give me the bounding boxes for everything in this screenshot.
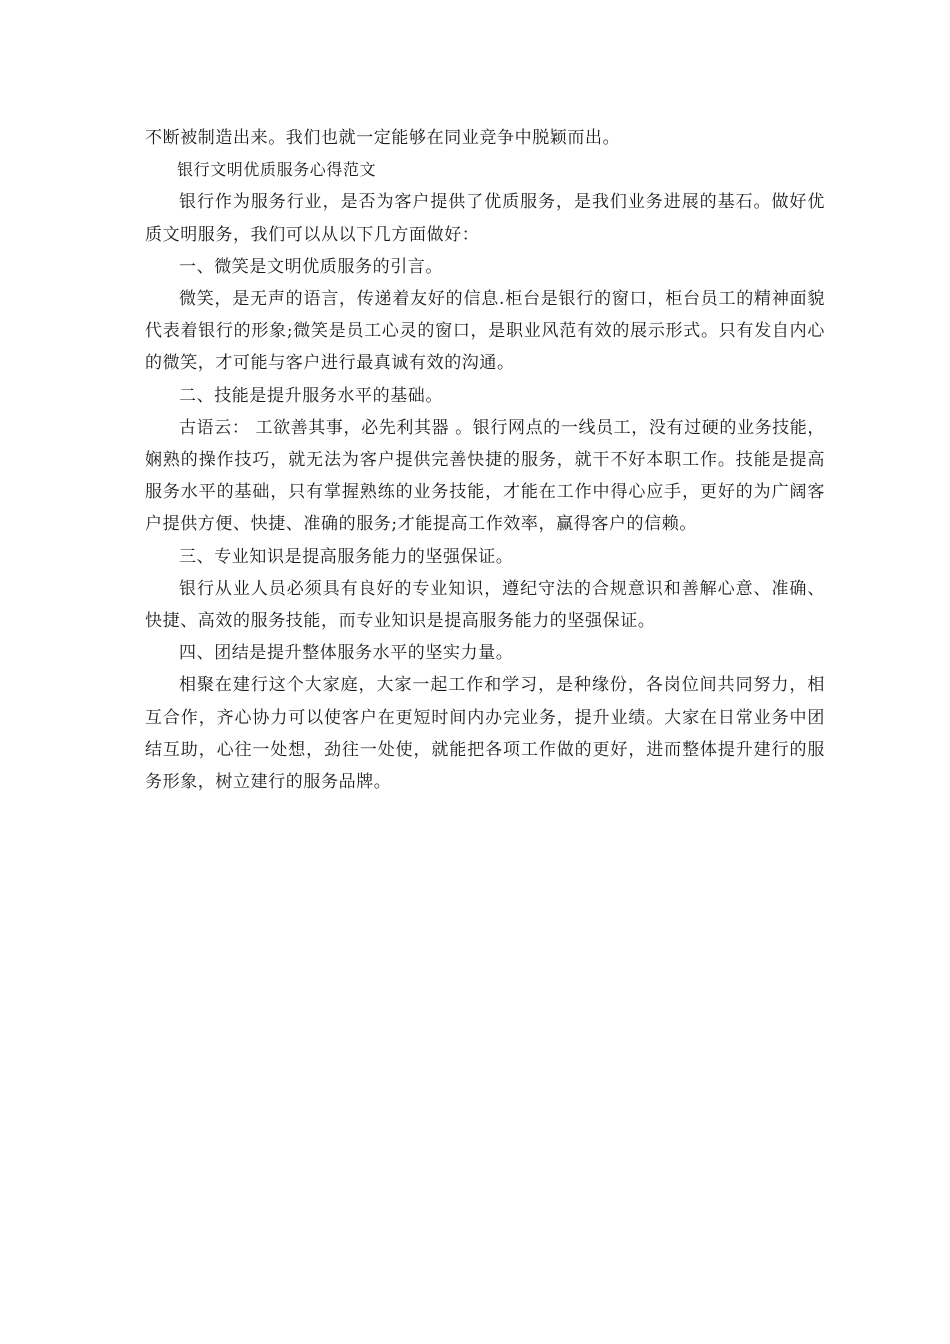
paragraph-intro: 银行作为服务行业，是否为客户提供了优质服务，是我们业务进展的基石。做好优质文明服务，我们可以从以下几方面做好： — [145, 192, 825, 245]
paragraph-continuation: 不断被制造出来。我们也就一定能够在同业竞争中脱颖而出。 — [145, 128, 621, 148]
paragraph-section-1: 微笑，是无声的语言，传递着友好的信息.柜台是银行的窗口，柜台员工的精神面貌代表着银行的形象;微笑是员工心灵的窗口，是职业风范有效的展示形式。只有发自内心的微笑，才可能与客户进行最真诚有效的沟通。 — [145, 289, 825, 374]
section-heading-2: 二、技能是提升服务水平的基础。 — [179, 385, 443, 406]
paragraph-section-4: 相聚在建行这个大家庭，大家一起工作和学习，是种缘份，各岗位间共同努力，相互合作，齐心协力可以使客户在更短时间内办完业务，提升业绩。大家在日常业务中团结互助，心往一处想，劲往一处使，就能把各项工作做的更好，进而整体提升建行的服务形象，树立建行的服务品牌。 — [145, 675, 825, 793]
section-heading-1: 一、微笑是文明优质服务的引言。 — [179, 256, 443, 277]
document-body — [145, 122, 825, 798]
article-title: 银行文明优质服务心得范文 — [177, 160, 377, 180]
section-heading-3: 三、专业知识是提高服务能力的坚强保证。 — [179, 546, 514, 567]
paragraph-section-2: 古语云： 工欲善其事，必先利其器 。银行网点的一线员工，没有过硬的业务技能，娴熟的操作技巧，就无法为客户提供完善快捷的服务，就干不好本职工作。技能是提高服务水平的基础，只有掌握熟练的业务技能，才能在工作中得心应手，更好的为广阔客户提供方便、快捷、准确的服务;才能提高工作效率，赢得客户的信赖。 — [145, 417, 825, 535]
paragraph-section-3: 银行从业人员必须具有良好的专业知识，遵纪守法的合规意识和善解心意、准确、快捷、高效的服务技能，而专业知识是提高服务能力的坚强保证。 — [145, 578, 825, 632]
section-heading-4: 四、团结是提升整体服务水平的坚实力量。 — [179, 643, 514, 664]
